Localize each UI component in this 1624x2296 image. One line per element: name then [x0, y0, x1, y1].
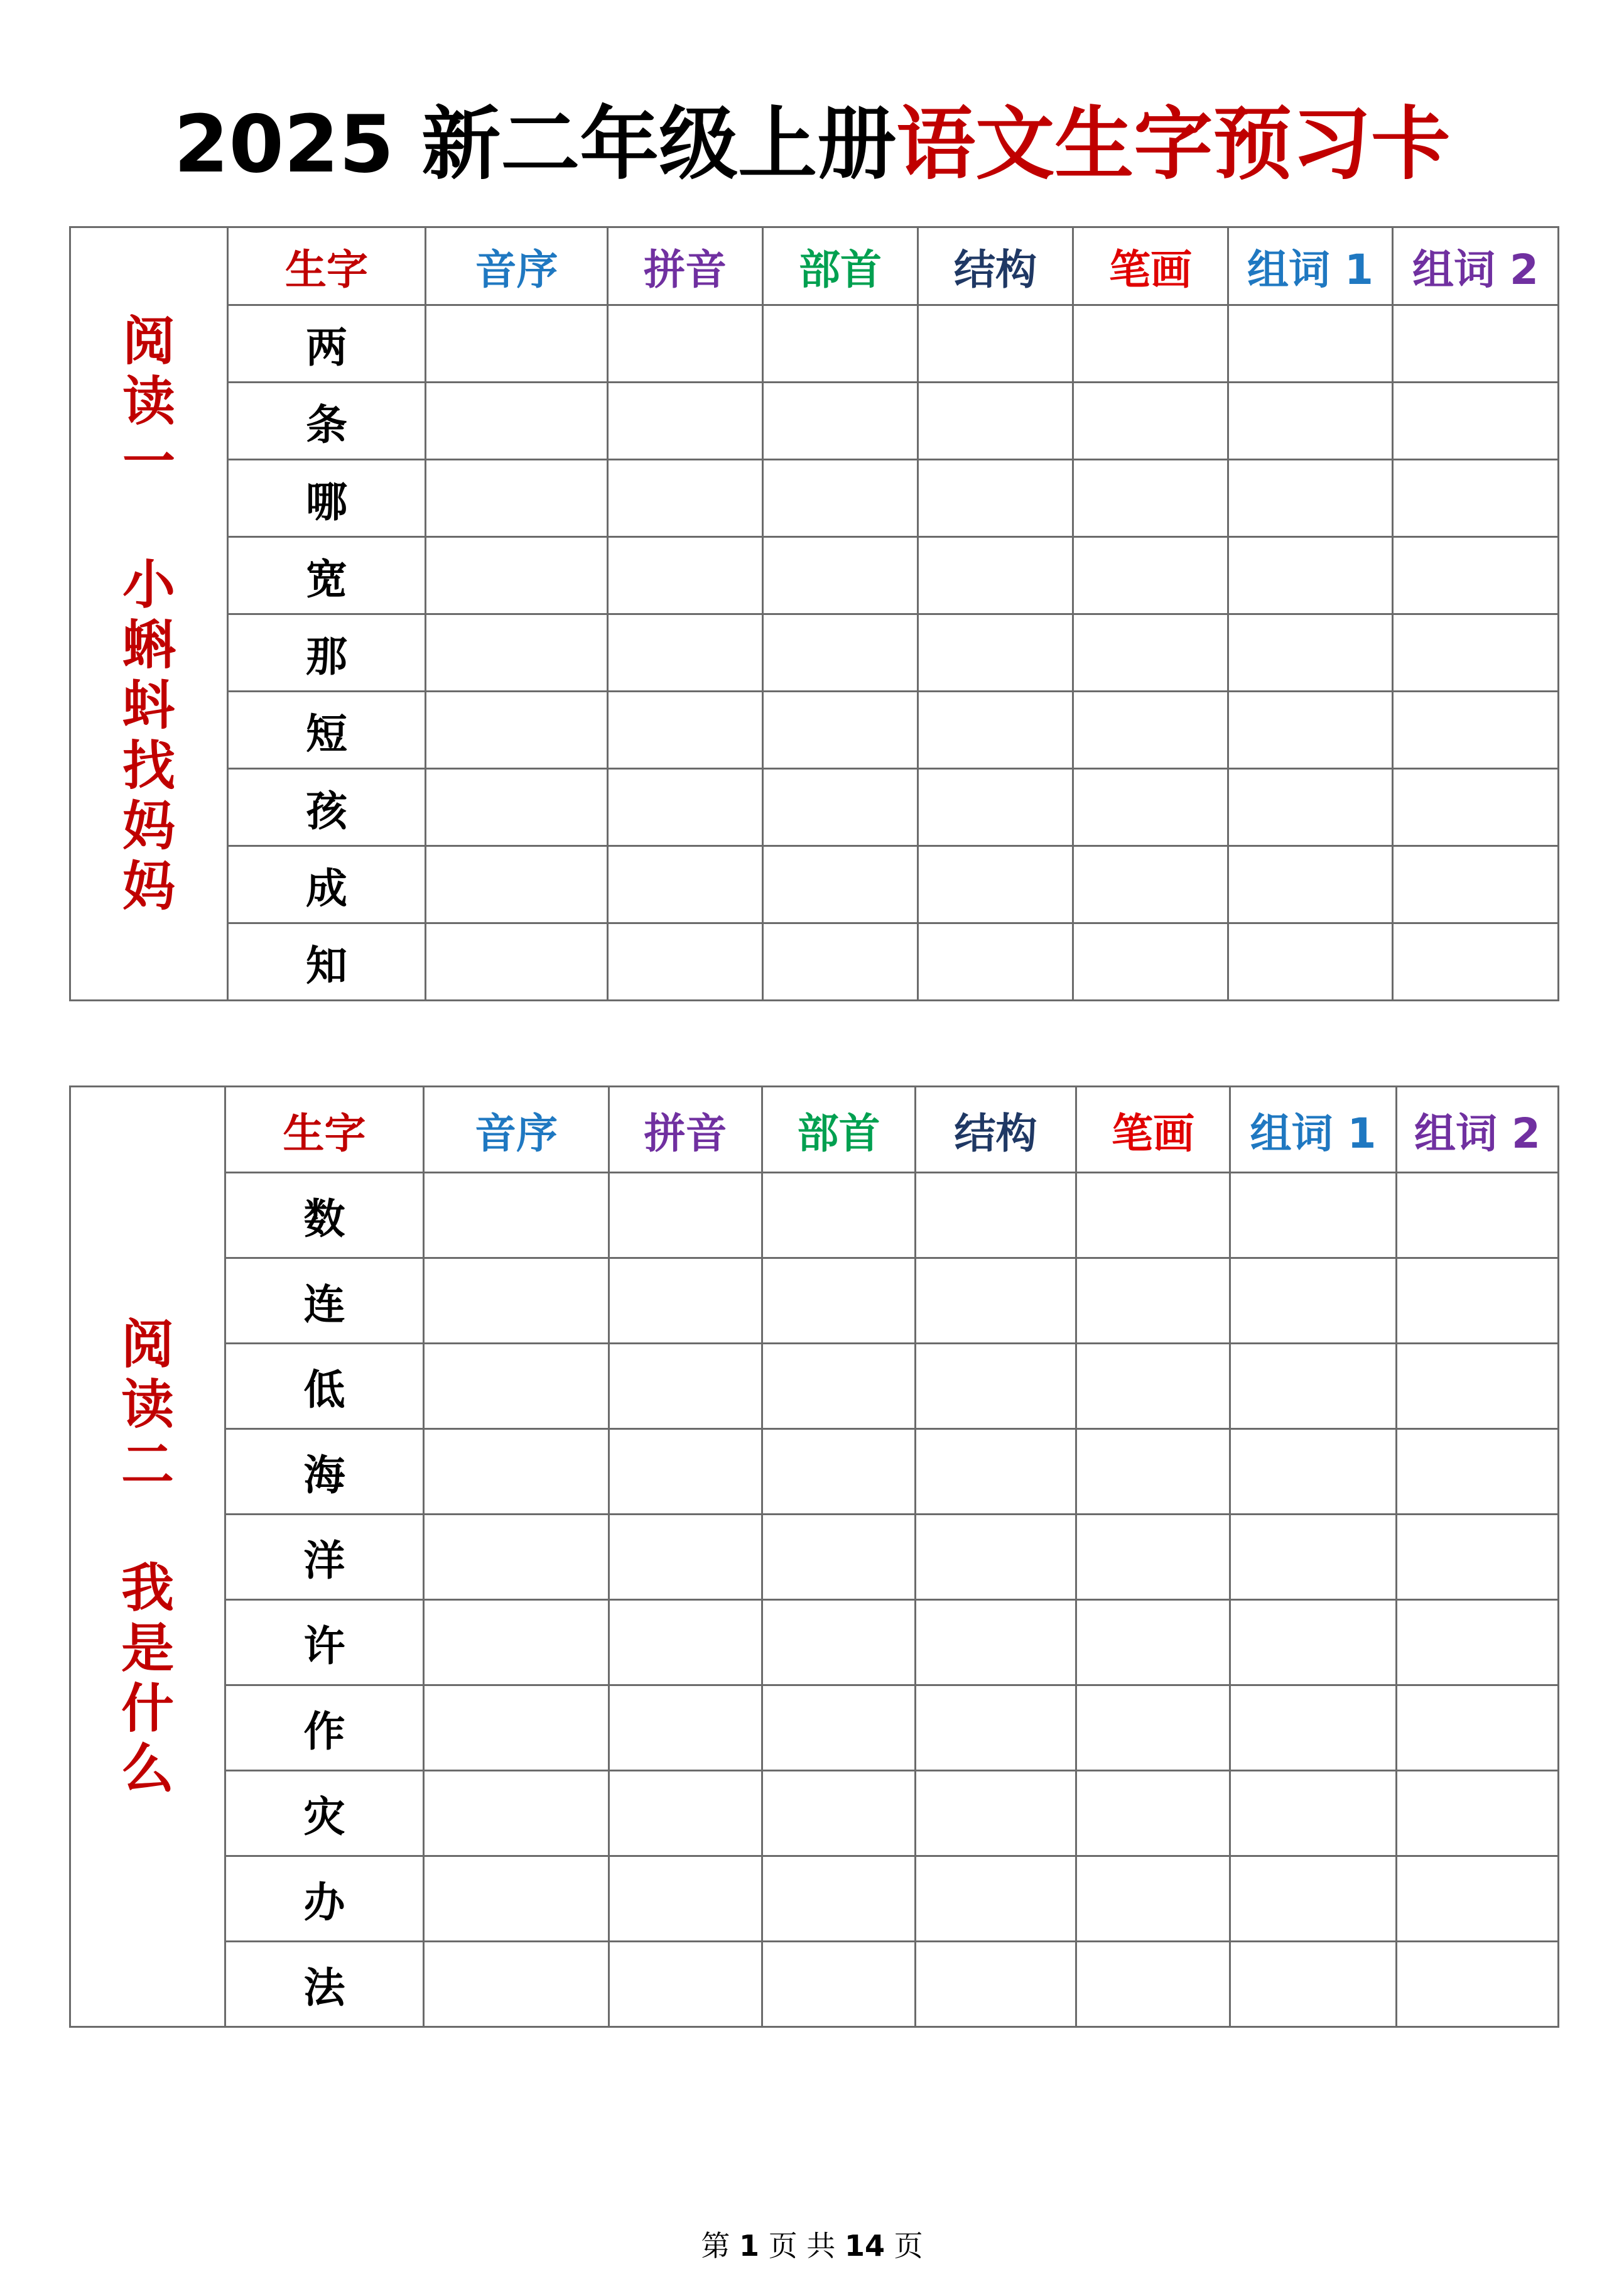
- answer-cell[interactable]: [1397, 1600, 1559, 1685]
- footer-post: 页: [894, 2229, 923, 2263]
- column-header: 音序: [424, 1087, 609, 1173]
- answer-cell[interactable]: [1228, 692, 1393, 769]
- answer-cell[interactable]: [424, 1344, 609, 1429]
- table-row: [70, 537, 1559, 614]
- lesson-title: [70, 1087, 225, 2027]
- answer-cell[interactable]: [609, 1856, 762, 1942]
- answer-cell[interactable]: [1228, 769, 1393, 846]
- table-row: [70, 1856, 1559, 1942]
- answer-cell[interactable]: [424, 1429, 609, 1515]
- answer-cell[interactable]: [426, 692, 608, 769]
- answer-cell[interactable]: [1076, 1771, 1230, 1856]
- answer-cell[interactable]: [1230, 1600, 1397, 1685]
- lesson-name: 小蝌蚪找妈妈: [122, 553, 175, 917]
- answer-cell[interactable]: [608, 383, 763, 460]
- answer-cell[interactable]: [762, 1771, 916, 1856]
- answer-cell[interactable]: [426, 846, 608, 923]
- answer-cell[interactable]: [763, 460, 918, 537]
- footer-total-pages: 14: [844, 2229, 885, 2263]
- character-cell: 连: [225, 1258, 424, 1344]
- answer-cell[interactable]: [1228, 923, 1393, 1001]
- table-row: [70, 1258, 1559, 1344]
- table-row: [70, 923, 1559, 1001]
- footer-mid: 页 共: [768, 2229, 836, 2263]
- answer-cell[interactable]: [608, 846, 763, 923]
- preview-table-2: [69, 1085, 1559, 2028]
- footer-pre: 第: [701, 2229, 730, 2263]
- table-row: [70, 769, 1559, 846]
- lesson-number: 阅读二: [121, 1313, 174, 1496]
- column-header: 组词 2: [1397, 1087, 1559, 1173]
- character-cell: 宽: [228, 537, 426, 614]
- table-row: [70, 460, 1559, 537]
- answer-cell[interactable]: [1393, 383, 1559, 460]
- column-header: 拼音: [609, 1087, 762, 1173]
- character-cell: 法: [225, 1942, 424, 2027]
- table-row: [70, 1942, 1559, 2027]
- answer-cell[interactable]: [1076, 1429, 1230, 1515]
- answer-cell[interactable]: [609, 1685, 762, 1771]
- answer-cell[interactable]: [916, 1942, 1076, 2027]
- answer-cell[interactable]: [1228, 383, 1393, 460]
- answer-cell[interactable]: [762, 1429, 916, 1515]
- answer-cell[interactable]: [424, 1771, 609, 1856]
- column-header: 音序: [426, 227, 608, 305]
- character-cell: 洋: [225, 1515, 424, 1600]
- answer-cell[interactable]: [1076, 1856, 1230, 1942]
- answer-cell[interactable]: [1073, 846, 1228, 923]
- answer-cell[interactable]: [916, 1600, 1076, 1685]
- answer-cell[interactable]: [1228, 614, 1393, 692]
- table-row: [70, 383, 1559, 460]
- answer-cell[interactable]: [1230, 1942, 1397, 2027]
- character-cell: 哪: [228, 460, 426, 537]
- answer-cell[interactable]: [609, 1173, 762, 1258]
- answer-cell[interactable]: [918, 846, 1073, 923]
- table-row: [70, 1515, 1559, 1600]
- answer-cell[interactable]: [1393, 537, 1559, 614]
- answer-cell[interactable]: [1073, 692, 1228, 769]
- table-row: [70, 846, 1559, 923]
- answer-cell[interactable]: [1393, 692, 1559, 769]
- answer-cell[interactable]: [1397, 1344, 1559, 1429]
- answer-cell[interactable]: [763, 537, 918, 614]
- lesson-number: 阅读一: [122, 310, 175, 492]
- answer-cell[interactable]: [1230, 1258, 1397, 1344]
- answer-cell[interactable]: [426, 614, 608, 692]
- answer-cell[interactable]: [762, 1685, 916, 1771]
- title-part-red: 语文生字预习卡: [896, 98, 1451, 190]
- column-header: 部首: [762, 1087, 916, 1173]
- answer-cell[interactable]: [608, 537, 763, 614]
- column-header: 笔画: [1073, 227, 1228, 305]
- table-row: [70, 1771, 1559, 1856]
- column-header: 组词 2: [1393, 227, 1559, 305]
- preview-table-1: [69, 226, 1559, 1001]
- answer-cell[interactable]: [918, 460, 1073, 537]
- answer-cell[interactable]: [762, 1942, 916, 2027]
- answer-cell[interactable]: [608, 692, 763, 769]
- answer-cell[interactable]: [1073, 460, 1228, 537]
- answer-cell[interactable]: [1397, 1685, 1559, 1771]
- answer-cell[interactable]: [424, 1258, 609, 1344]
- answer-cell[interactable]: [608, 614, 763, 692]
- answer-cell[interactable]: [762, 1515, 916, 1600]
- answer-cell[interactable]: [1397, 1173, 1559, 1258]
- answer-cell[interactable]: [916, 1258, 1076, 1344]
- answer-cell[interactable]: [1397, 1258, 1559, 1344]
- answer-cell[interactable]: [1228, 460, 1393, 537]
- table-row: [70, 614, 1559, 692]
- answer-cell[interactable]: [426, 537, 608, 614]
- answer-cell[interactable]: [762, 1344, 916, 1429]
- answer-cell[interactable]: [1073, 923, 1228, 1001]
- answer-cell[interactable]: [424, 1942, 609, 2027]
- answer-cell[interactable]: [1076, 1173, 1230, 1258]
- answer-cell[interactable]: [1393, 614, 1559, 692]
- answer-cell[interactable]: [426, 923, 608, 1001]
- answer-cell[interactable]: [918, 692, 1073, 769]
- answer-cell[interactable]: [609, 1771, 762, 1856]
- answer-cell[interactable]: [1228, 846, 1393, 923]
- answer-cell[interactable]: [763, 692, 918, 769]
- answer-cell[interactable]: [1230, 1856, 1397, 1942]
- answer-cell[interactable]: [762, 1258, 916, 1344]
- answer-cell[interactable]: [762, 1600, 916, 1685]
- answer-cell[interactable]: [916, 1173, 1076, 1258]
- answer-cell[interactable]: [1230, 1515, 1397, 1600]
- table-row: [70, 1685, 1559, 1771]
- character-cell: 条: [228, 383, 426, 460]
- answer-cell[interactable]: [763, 383, 918, 460]
- column-header: 拼音: [608, 227, 763, 305]
- answer-cell[interactable]: [609, 1600, 762, 1685]
- answer-cell[interactable]: [608, 769, 763, 846]
- answer-cell[interactable]: [608, 305, 763, 383]
- answer-cell[interactable]: [424, 1856, 609, 1942]
- answer-cell[interactable]: [426, 769, 608, 846]
- answer-cell[interactable]: [1393, 305, 1559, 383]
- character-cell: 许: [225, 1600, 424, 1685]
- character-cell: 低: [225, 1344, 424, 1429]
- answer-cell[interactable]: [1073, 305, 1228, 383]
- answer-cell[interactable]: [1393, 923, 1559, 1001]
- character-cell: 两: [228, 305, 426, 383]
- answer-cell[interactable]: [1228, 305, 1393, 383]
- column-header: 笔画: [1076, 1087, 1230, 1173]
- answer-cell[interactable]: [918, 923, 1073, 1001]
- column-header: 生字: [228, 227, 426, 305]
- table-row: [70, 1429, 1559, 1515]
- answer-cell[interactable]: [1076, 1600, 1230, 1685]
- answer-cell[interactable]: [426, 460, 608, 537]
- answer-cell[interactable]: [1073, 537, 1228, 614]
- answer-cell[interactable]: [1397, 1856, 1559, 1942]
- column-header: 结构: [916, 1087, 1076, 1173]
- answer-cell[interactable]: [918, 383, 1073, 460]
- answer-cell[interactable]: [1230, 1429, 1397, 1515]
- lesson-name: 我是什么: [121, 1557, 174, 1800]
- answer-cell[interactable]: [1073, 383, 1228, 460]
- answer-cell[interactable]: [1393, 460, 1559, 537]
- character-cell: 成: [228, 846, 426, 923]
- answer-cell[interactable]: [1397, 1429, 1559, 1515]
- answer-cell[interactable]: [609, 1258, 762, 1344]
- answer-cell[interactable]: [424, 1600, 609, 1685]
- answer-cell[interactable]: [1230, 1173, 1397, 1258]
- answer-cell[interactable]: [424, 1685, 609, 1771]
- answer-cell[interactable]: [1230, 1344, 1397, 1429]
- column-header: 组词 1: [1228, 227, 1393, 305]
- answer-cell[interactable]: [916, 1429, 1076, 1515]
- answer-cell[interactable]: [1073, 769, 1228, 846]
- column-header: 生字: [225, 1087, 424, 1173]
- answer-cell[interactable]: [1230, 1771, 1397, 1856]
- character-cell: 海: [225, 1429, 424, 1515]
- character-cell: 作: [225, 1685, 424, 1771]
- answer-cell[interactable]: [426, 383, 608, 460]
- answer-cell[interactable]: [1076, 1344, 1230, 1429]
- answer-cell[interactable]: [762, 1856, 916, 1942]
- answer-cell[interactable]: [1397, 1515, 1559, 1600]
- answer-cell[interactable]: [608, 923, 763, 1001]
- answer-cell[interactable]: [763, 614, 918, 692]
- lesson-title: [70, 227, 228, 1001]
- answer-cell[interactable]: [918, 769, 1073, 846]
- answer-cell[interactable]: [916, 1856, 1076, 1942]
- column-header: 部首: [763, 227, 918, 305]
- table-row: [70, 1600, 1559, 1685]
- answer-cell[interactable]: [762, 1173, 916, 1258]
- answer-cell[interactable]: [608, 460, 763, 537]
- character-cell: 数: [225, 1173, 424, 1258]
- answer-cell[interactable]: [763, 769, 918, 846]
- character-cell: 办: [225, 1856, 424, 1942]
- character-cell: 短: [228, 692, 426, 769]
- answer-cell[interactable]: [609, 1942, 762, 2027]
- answer-cell[interactable]: [1076, 1515, 1230, 1600]
- answer-cell[interactable]: [916, 1344, 1076, 1429]
- table-row: [70, 692, 1559, 769]
- page-title: [0, 94, 1624, 195]
- answer-cell[interactable]: [1397, 1942, 1559, 2027]
- answer-cell[interactable]: [1393, 769, 1559, 846]
- answer-cell[interactable]: [916, 1515, 1076, 1600]
- answer-cell[interactable]: [916, 1685, 1076, 1771]
- answer-cell[interactable]: [763, 846, 918, 923]
- answer-cell[interactable]: [424, 1173, 609, 1258]
- column-header: 组词 1: [1230, 1087, 1397, 1173]
- table-row: [70, 305, 1559, 383]
- answer-cell[interactable]: [609, 1344, 762, 1429]
- title-part-black: 2025 新二年级上册: [173, 98, 897, 190]
- character-cell: 灾: [225, 1771, 424, 1856]
- answer-cell[interactable]: [916, 1771, 1076, 1856]
- answer-cell[interactable]: [1393, 846, 1559, 923]
- answer-cell[interactable]: [1076, 1942, 1230, 2027]
- table-row: [70, 1344, 1559, 1429]
- character-cell: 知: [228, 923, 426, 1001]
- answer-cell[interactable]: [918, 614, 1073, 692]
- footer-page-number: 1: [739, 2229, 760, 2263]
- answer-cell[interactable]: [609, 1515, 762, 1600]
- answer-cell[interactable]: [763, 305, 918, 383]
- answer-cell[interactable]: [1230, 1685, 1397, 1771]
- answer-cell[interactable]: [1228, 537, 1393, 614]
- answer-cell[interactable]: [763, 923, 918, 1001]
- answer-cell[interactable]: [918, 537, 1073, 614]
- page-footer: [0, 2227, 1624, 2265]
- answer-cell[interactable]: [1076, 1685, 1230, 1771]
- table-row: [70, 1173, 1559, 1258]
- answer-cell[interactable]: [1397, 1771, 1559, 1856]
- answer-cell[interactable]: [1073, 614, 1228, 692]
- answer-cell[interactable]: [609, 1429, 762, 1515]
- column-header: 结构: [918, 227, 1073, 305]
- character-cell: 那: [228, 614, 426, 692]
- answer-cell[interactable]: [426, 305, 608, 383]
- answer-cell[interactable]: [424, 1515, 609, 1600]
- answer-cell[interactable]: [918, 305, 1073, 383]
- answer-cell[interactable]: [1076, 1258, 1230, 1344]
- character-cell: 孩: [228, 769, 426, 846]
